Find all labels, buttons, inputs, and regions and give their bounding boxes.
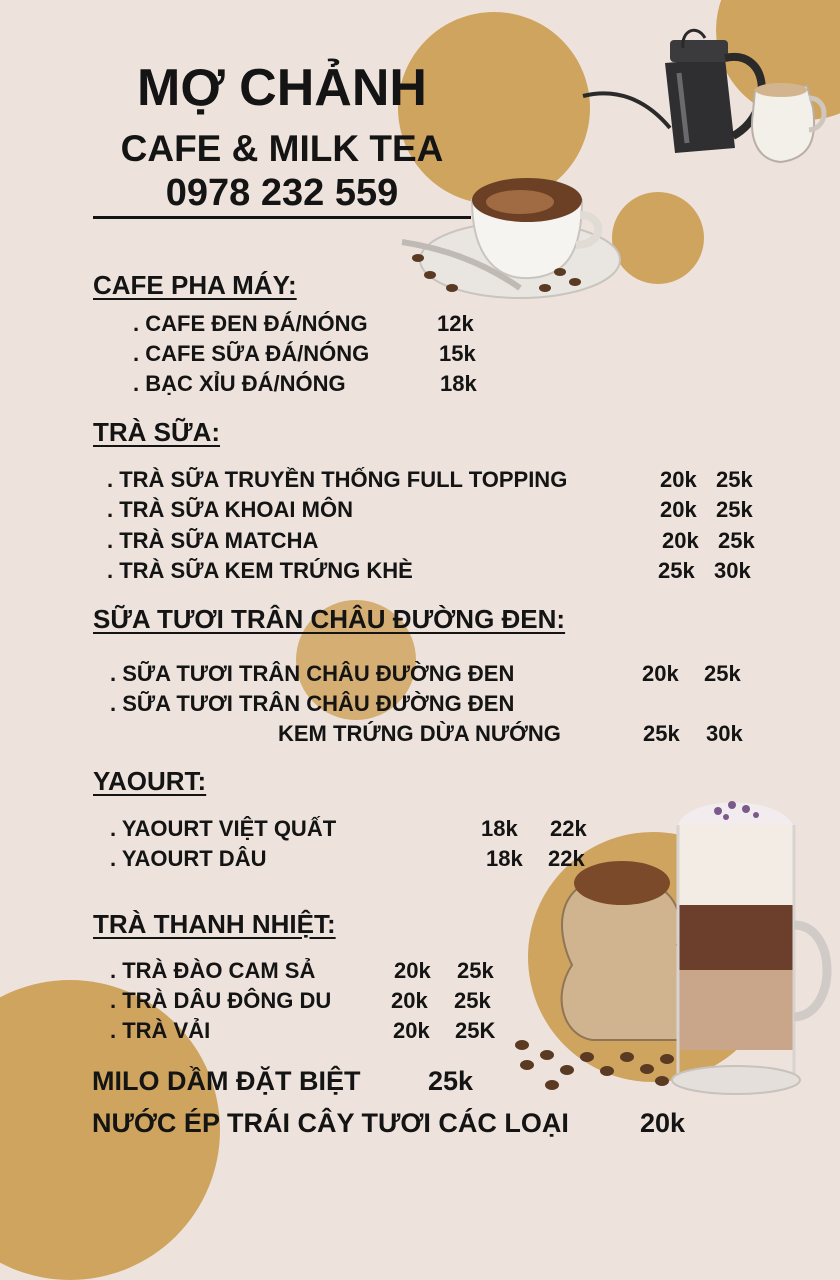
shop-name: MỢ CHẢNH xyxy=(137,59,427,117)
menu-item-name: . YAOURT DÂU xyxy=(110,846,267,871)
section-title-yaourt: YAOURT: xyxy=(93,766,207,796)
menu-item-price-l: 25k xyxy=(454,988,491,1013)
section-title-tra-thanh-nhiet: TRÀ THANH NHIỆT: xyxy=(93,909,336,939)
decor-circle-small xyxy=(612,192,704,284)
menu-item-price-l: 30k xyxy=(714,558,751,583)
menu-item-price-l: 25k xyxy=(704,661,741,686)
menu-item-price-l: 25k xyxy=(457,958,494,983)
menu-item-price-m: 20k xyxy=(662,528,699,553)
special-item-name: MILO DẦM ĐẶT BIỆT xyxy=(92,1066,361,1096)
menu-item-name: . CAFE ĐEN ĐÁ/NÓNG xyxy=(133,311,368,336)
special-item-price: 25k xyxy=(428,1066,474,1096)
menu-item-name: . YAOURT VIỆT QUẤT xyxy=(110,816,337,841)
menu-item-price-m: 20k xyxy=(391,988,428,1013)
menu-item-price-l: 22k xyxy=(548,846,585,871)
menu-item-name: . TRÀ SỮA MATCHA xyxy=(107,528,319,553)
menu-item-name: . TRÀ SỮA TRUYỀN THỐNG FULL TOPPING xyxy=(107,467,568,492)
menu-item-name: . TRÀ DÂU ĐÔNG DU xyxy=(110,988,332,1013)
menu-item-price-m: 18k xyxy=(486,846,523,871)
menu-item-name-continued: KEM TRỨNG DỪA NƯỚNG xyxy=(278,721,561,746)
menu-item-price-l: 22k xyxy=(550,816,587,841)
menu-item-price: 18k xyxy=(440,371,477,396)
menu-item-price-m: 20k xyxy=(642,661,679,686)
menu-item-name: . TRÀ ĐÀO CAM SẢ xyxy=(110,958,316,983)
menu-item-name: . SỮA TƯƠI TRÂN CHÂU ĐƯỜNG ĐEN xyxy=(110,691,515,716)
milk-pitcher-icon xyxy=(745,68,830,168)
section-title-tra-sua: TRÀ SỮA: xyxy=(93,417,221,447)
menu-item-name: . BẠC XỈU ĐÁ/NÓNG xyxy=(133,371,346,396)
menu-item-price-m: 20k xyxy=(660,497,697,522)
menu-item-price-m: 20k xyxy=(660,467,697,492)
menu-item-name: . TRÀ SỮA KEM TRỨNG KHÈ xyxy=(107,558,413,583)
menu-item-price-l: 25k xyxy=(718,528,755,553)
menu-item-name: . TRÀ SỮA KHOAI MÔN xyxy=(107,497,353,522)
shop-subtitle: CAFE & MILK TEA xyxy=(120,128,444,169)
menu-item-price-l: 25k xyxy=(716,467,753,492)
menu-item-price-l: 30k xyxy=(706,721,743,746)
menu-item-price: 12k xyxy=(437,311,474,336)
menu-item-price-m: 18k xyxy=(481,816,518,841)
menu-item-name: . TRÀ VẢI xyxy=(110,1018,211,1043)
menu-item-name: . SỮA TƯƠI TRÂN CHÂU ĐƯỜNG ĐEN xyxy=(110,661,515,686)
menu-item-price-m: 25k xyxy=(658,558,695,583)
special-item-name: NƯỚC ÉP TRÁI CÂY TƯƠI CÁC LOẠI xyxy=(92,1108,569,1138)
section-title-cafe: CAFE PHA MÁY: xyxy=(93,270,297,300)
menu-item-price-m: 20k xyxy=(394,958,431,983)
menu-item-price-m: 25k xyxy=(643,721,680,746)
shop-phone: 0978 232 559 xyxy=(165,172,399,214)
menu-item-price-l: 25k xyxy=(716,497,753,522)
menu-item-price-l: 25K xyxy=(455,1018,496,1043)
menu-item-name: . CAFE SỮA ĐÁ/NÓNG xyxy=(133,341,370,366)
menu-item-price-m: 20k xyxy=(393,1018,430,1043)
layered-coffee-glass-icon xyxy=(668,795,833,1100)
header-divider xyxy=(93,216,471,219)
section-title-sua-tuoi: SỮA TƯƠI TRÂN CHÂU ĐƯỜNG ĐEN: xyxy=(93,604,566,634)
menu-item-price: 15k xyxy=(439,341,476,366)
special-item-price: 20k xyxy=(640,1108,686,1138)
